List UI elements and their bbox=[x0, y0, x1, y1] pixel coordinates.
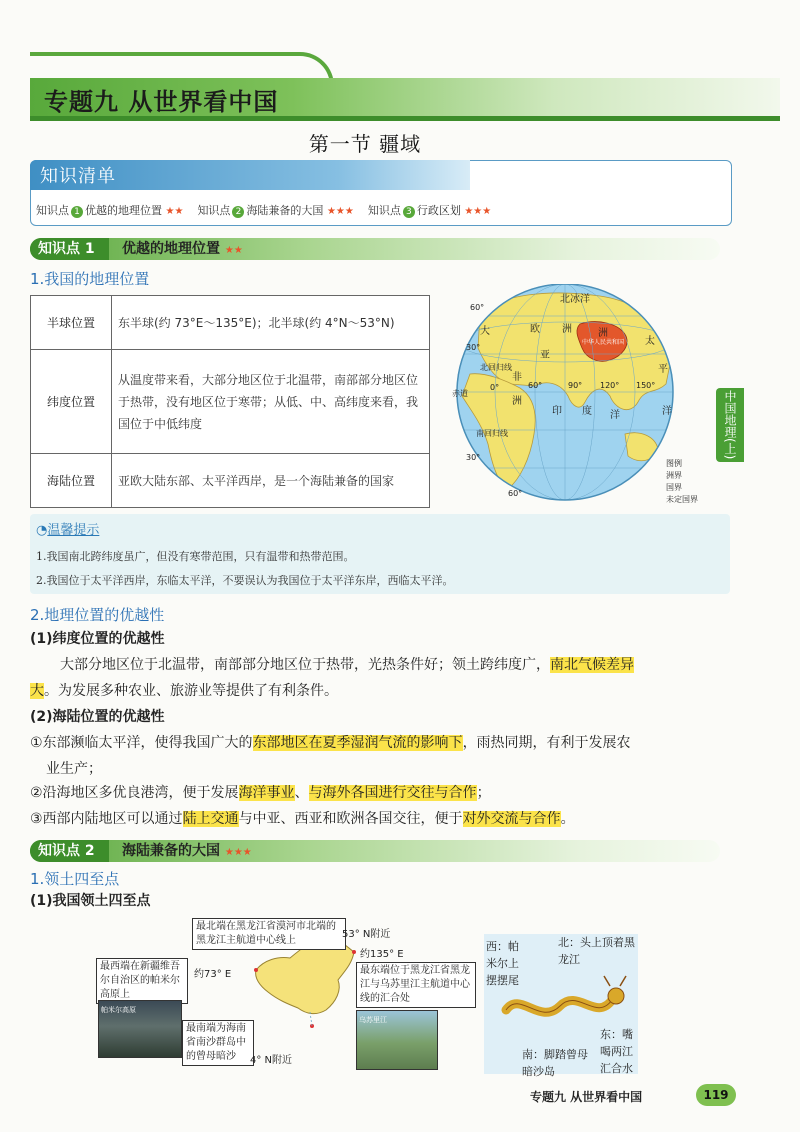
footer-chapter: 专题九 从世界看中国 bbox=[530, 1090, 643, 1104]
table-value: 东半球(约 73°E～135°E)；北半球(约 4°N～53°N) bbox=[112, 296, 430, 350]
table-row bbox=[31, 454, 430, 508]
knowledge-item: 知识点 2 海陆兼备的大国 ★★★ bbox=[197, 204, 354, 217]
section-title: 第一节 疆域 bbox=[308, 132, 422, 156]
legend-item: 洲界 bbox=[666, 471, 682, 480]
tip-line: 1.我国南北跨纬度虽广，但没有寒带范围，只有温带和热带范围。 bbox=[36, 550, 355, 563]
pamir-photo: 帕米尔高原 bbox=[98, 1000, 182, 1058]
globe-label: 150° bbox=[636, 381, 656, 390]
knowledge-list-items bbox=[36, 202, 491, 218]
globe-label: 亚 bbox=[540, 350, 550, 361]
legend-item: 国界 bbox=[666, 483, 682, 492]
south-lat-label: 4° N附近 bbox=[250, 1055, 293, 1066]
p1-paragraph: 大部分地区位于北温带，南部部分地区位于热带，光热条件好；领土跨纬度广，南北气候差异 大。为发展多种农业、旅游业等提供了有利条件。 bbox=[30, 657, 634, 699]
table-key: 海陆位置 bbox=[31, 454, 112, 508]
globe-label: 中华人民共和国 bbox=[582, 339, 625, 346]
sub3-title: 1.领土四至点 bbox=[30, 870, 120, 888]
chapter-title: 专题九 从世界看中国 bbox=[44, 88, 279, 116]
globe-label: 洋 bbox=[610, 410, 620, 421]
south-extreme-label: 最南端为海南省南沙群岛中的曾母暗沙 bbox=[182, 1020, 254, 1066]
wusuli-photo: 乌苏里江 bbox=[356, 1010, 438, 1070]
globe-label: 60° bbox=[508, 489, 523, 498]
globe-label: 30° bbox=[466, 343, 481, 352]
tip-line: 2.我国位于太平洋西岸，东临太平洋，不要误认为我国位于太平洋东岸，西临太平洋。 bbox=[36, 574, 454, 587]
sub2-title: 2.地理位置的优越性 bbox=[30, 606, 165, 624]
globe-label: 度 bbox=[582, 406, 592, 417]
globe-label: 60° bbox=[528, 381, 543, 390]
table-row bbox=[31, 296, 430, 350]
kp2-tab: 知识点 2 bbox=[30, 840, 109, 862]
dragon-south: 南：脚踏曾母暗沙岛 bbox=[522, 1048, 588, 1078]
dragon-north: 北：头上顶着黑龙江 bbox=[558, 936, 635, 966]
table-key: 纬度位置 bbox=[31, 350, 112, 454]
knowledge-item: 知识点 3 行政区划 ★★★ bbox=[367, 204, 492, 217]
page-number: 119 bbox=[696, 1084, 736, 1106]
globe-label: 印 bbox=[552, 406, 562, 417]
globe-label: 洋 bbox=[662, 406, 672, 417]
globe-label: 30° bbox=[466, 453, 481, 462]
p2-heading: (2)海陆位置的优越性 bbox=[30, 709, 165, 725]
p2-item2: ②沿海地区多优良港湾，便于发展海洋事业、与海外各国进行交往与合作； bbox=[30, 785, 491, 801]
globe-label: 0° bbox=[490, 383, 500, 392]
kp1-tab: 知识点 1 bbox=[30, 238, 109, 260]
globe-label: 太 bbox=[645, 336, 655, 347]
globe-label: 60° bbox=[470, 303, 485, 312]
globe-map bbox=[440, 284, 720, 510]
globe-label: 洲 bbox=[512, 396, 522, 407]
globe-label: 北回归线 bbox=[480, 363, 512, 372]
globe-label: 洲 bbox=[598, 328, 608, 339]
side-tab: 中国地理(上) bbox=[716, 388, 744, 462]
sub3-heading: (1)我国领土四至点 bbox=[30, 893, 151, 909]
kp2-heading bbox=[30, 840, 720, 862]
globe-label: 南回归线 bbox=[476, 429, 508, 438]
globe-label: 120° bbox=[600, 381, 620, 390]
dragon-east: 东：嘴喝两江汇合水 bbox=[600, 1028, 633, 1075]
kp2-title: 海陆兼备的大国 ★★★ bbox=[122, 843, 252, 859]
kp1-title: 优越的地理位置 ★★ bbox=[122, 241, 243, 257]
location-table bbox=[30, 295, 430, 508]
legend-title: 图例 bbox=[666, 459, 682, 468]
globe-label: 90° bbox=[568, 381, 583, 390]
north-lat-label: 53° N附近 bbox=[342, 929, 391, 940]
west-lon-label: 约73° E bbox=[194, 969, 232, 980]
dragon-west: 西：帕米尔上摆摆尾 bbox=[486, 940, 519, 987]
east-lon-label: 约135° E bbox=[360, 949, 404, 960]
tip-title: ◔温馨提示 bbox=[36, 523, 100, 538]
globe-legend bbox=[666, 458, 698, 504]
globe-label: 北冰洋 bbox=[560, 294, 590, 305]
p2-item1: ①东部濒临太平洋，使得我国广大的东部地区在夏季湿润气流的影响下，雨热同期，有利于发展农 业生产； bbox=[30, 735, 631, 777]
globe-label: 欧 bbox=[530, 324, 540, 335]
table-row bbox=[31, 350, 430, 454]
north-extreme-label: 最北端在黑龙江省漠河市北端的黑龙江主航道中心线上 bbox=[192, 918, 346, 950]
p2-item3: ③西部内陆地区可以通过陆上交通与中亚、西亚和欧洲各国交往，便于对外交流与合作。 bbox=[30, 811, 575, 827]
p1-heading: (1)纬度位置的优越性 bbox=[30, 631, 165, 647]
globe-label: 大 bbox=[480, 326, 490, 337]
globe-label: 平 bbox=[658, 364, 668, 375]
east-extreme-label: 最东端位于黑龙江省黑龙江与乌苏里江主航道中心线的汇合处 bbox=[356, 962, 476, 1008]
globe-label: 赤道 bbox=[452, 389, 468, 398]
knowledge-item: 知识点 1 优越的地理位置 ★★ bbox=[36, 204, 184, 217]
globe-label: 非 bbox=[512, 372, 522, 383]
kp1-heading bbox=[30, 238, 720, 260]
sub1-title: 1.我国的地理位置 bbox=[30, 270, 150, 288]
legend-item: 未定国界 bbox=[666, 495, 698, 504]
globe-label: 洲 bbox=[562, 324, 572, 335]
west-extreme-label: 最西端在新疆维吾尔自治区的帕米尔高原上 bbox=[96, 958, 188, 1004]
table-value: 亚欧大陆东部、太平洋西岸，是一个海陆兼备的国家 bbox=[112, 454, 430, 508]
table-value: 从温度带来看，大部分地区位于北温带，南部部分地区位于热带，没有地区位于寒带；从低、中、高纬度来看，我国位于中低纬度 bbox=[112, 350, 430, 454]
table-key: 半球位置 bbox=[31, 296, 112, 350]
knowledge-list-title: 知识清单 bbox=[40, 166, 116, 187]
bulb-icon: ◔ bbox=[36, 523, 48, 538]
